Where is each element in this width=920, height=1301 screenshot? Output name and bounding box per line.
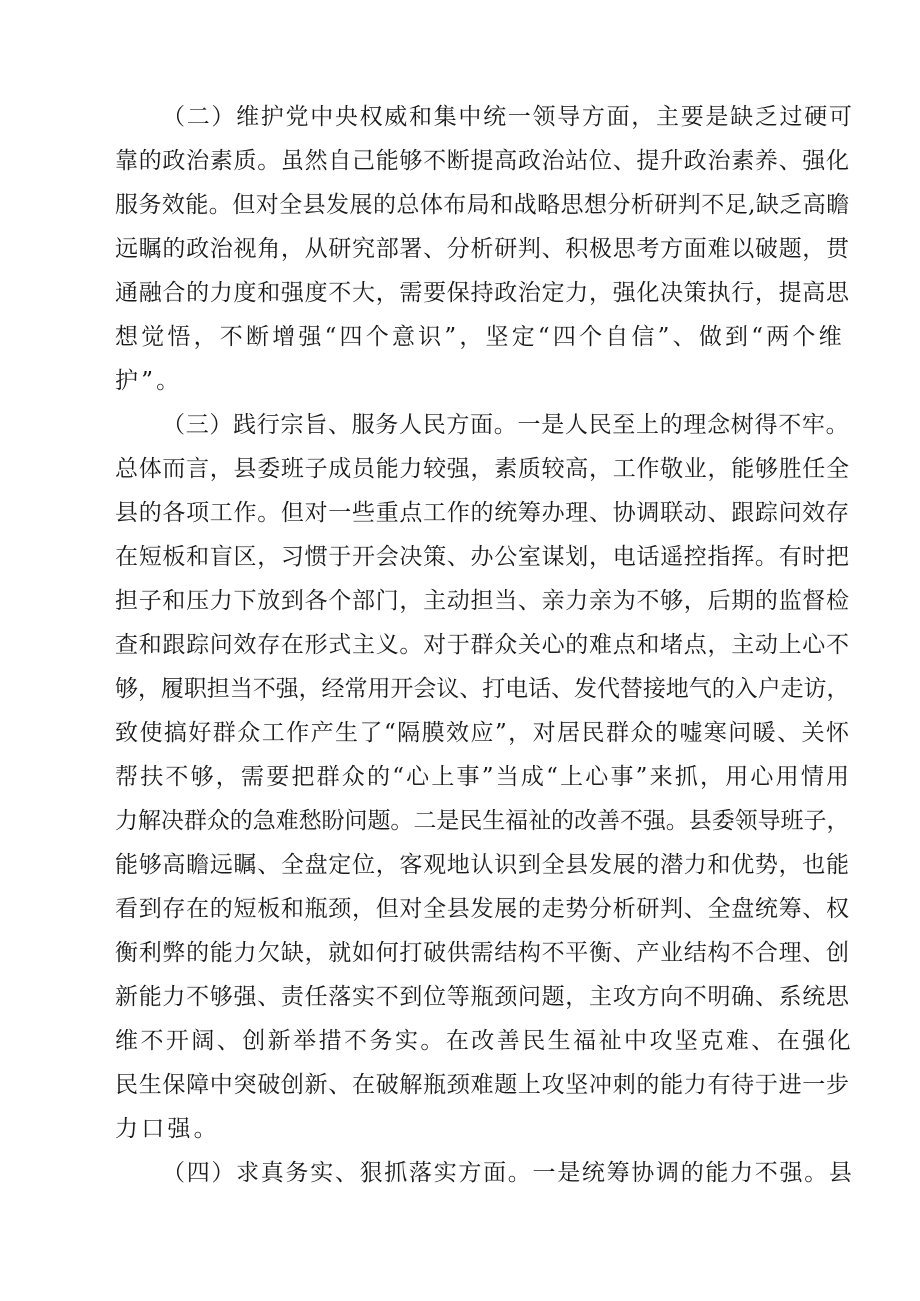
text-line: 致使搞好群众工作产生了“隔膜效应”，对居民群众的嘘寒问暖、关怀 (115, 720, 851, 746)
text-line: 力解决群众的急难愁盼问题。二是民生福祉的改善不强。县委领导班子， (115, 808, 850, 834)
text-line: （二）维护党中央权威和集中统一领导方面，主要是缺乏过硬可 (162, 104, 854, 130)
text-line: 靠的政治素质。虽然自己能够不断提高政治站位、提升政治素养、强化 (115, 148, 850, 174)
text-line: 担子和压力下放到各个部门，主动担当、亲力亲为不够，后期的监督检 (115, 588, 850, 614)
text-line: 在短板和盲区，习惯于开会决策、办公室谋划，电话遥控指挥。有时把 (115, 544, 850, 570)
text-line: 民生保障中突破创新、在破解瓶颈难题上攻坚冲刺的能力有待于进一步 (115, 1072, 850, 1098)
text-line: 服务效能。但对全县发展的总体布局和战略思想分析研判不足,缺乏高瞻 (115, 192, 850, 218)
text-line: 够，履职担当不强，经常用开会议、打电话、发代替接地气的入户走访， (115, 676, 850, 702)
text-line: 想觉悟，不断增强“四个意识”，坚定“四个自信”、做到“两个维 (115, 324, 845, 350)
text-line: （三）践行宗旨、服务人民方面。一是人民至上的理念树得不牢。 (162, 412, 850, 438)
text-line: 帮扶不够，需要把群众的“心上事”当成“上心事”来抓，用心用情用 (115, 764, 852, 790)
text-line: 总体而言，县委班子成员能力较强，素质较高，工作敬业，能够胜任全 (115, 456, 850, 482)
text-line: 衡利弊的能力欠缺，就如何打破供需结构不平衡、产业结构不合理、创 (115, 940, 850, 966)
text-line: 护”。 (115, 368, 183, 394)
text-line: 远瞩的政治视角，从研究部署、分析研判、积极思考方面难以破题，贯 (115, 236, 850, 262)
text-line: 县的各项工作。但对一些重点工作的统筹办理、协调联动、跟踪问效存 (115, 500, 850, 526)
text-line: 能够高瞻远瞩、全盘定位，客观地认识到全县发展的潜力和优势，也能 (115, 852, 850, 878)
text-line: 查和跟踪问效存在形式主义。对于群众关心的难点和堵点，主动上心不 (115, 632, 850, 658)
text-line: 维不开阔、创新举措不务实。在改善民生福祉中攻坚克难、在强化 (115, 1028, 854, 1054)
text-line: 新能力不够强、责任落实不到位等瓶颈问题，主攻方向不明确、系统思 (115, 984, 850, 1010)
text-line: （四）求真务实、狠抓落实方面。一是统筹协调的能力不强。县 (162, 1160, 854, 1186)
text-line: 通融合的力度和强度不大，需要保持政治定力，强化决策执行，提高思 (115, 280, 850, 306)
text-line: 看到存在的短板和瓶颈，但对全县发展的走势分析研判、全盘统筹、权 (115, 896, 850, 922)
text-line: 力口强。 (115, 1116, 220, 1142)
